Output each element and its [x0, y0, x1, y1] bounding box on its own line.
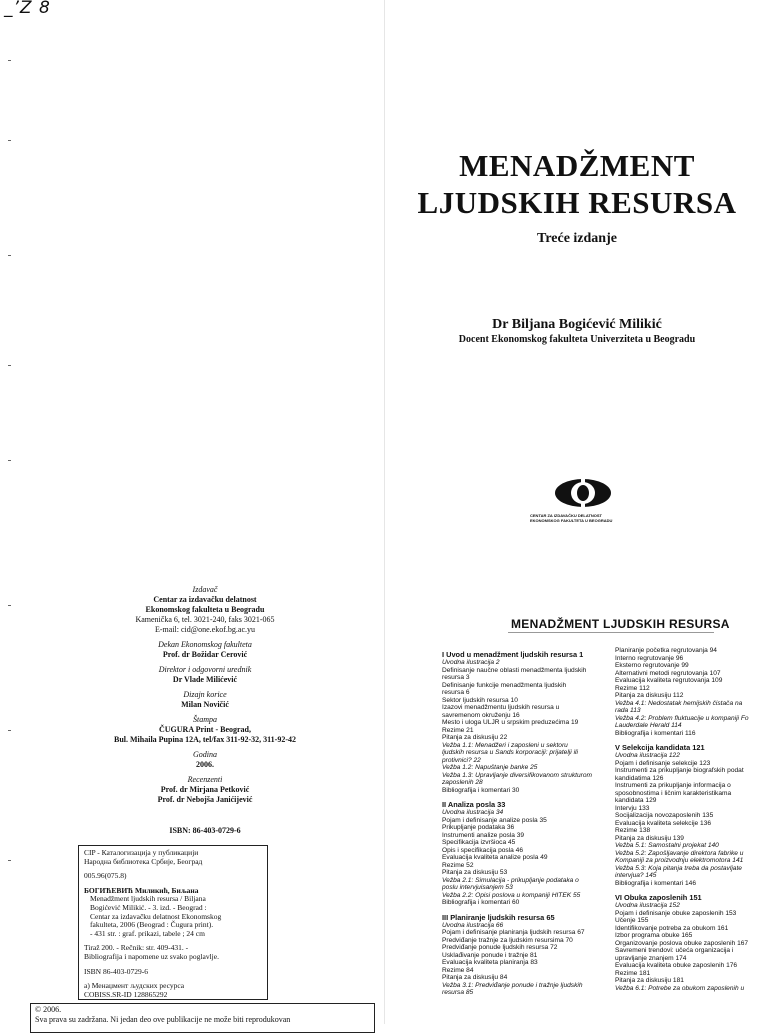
toc-entry: Pitanja za diskusiju 139 [615, 834, 684, 842]
author-name: Dr Biljana Bogićević Milikić [492, 317, 662, 332]
imprint-value: Milan Novičić [181, 700, 229, 709]
publisher-logo [528, 478, 638, 523]
book-title-line-1: MENADŽMENT [459, 148, 695, 183]
cip-note-line: Bibliografija i napomene uz svako poglavlje. [84, 951, 219, 961]
toc-entry: Vežba 6.1: Potrebe za obukom zaposlenih u [615, 984, 745, 992]
logo-caption-line-2: EKONOMSKOG FAKULTETA U BEOGRADU [530, 518, 613, 523]
imprint-label: Dizajn korice [183, 690, 227, 699]
toc-chapter: II Analiza posla 33 [442, 800, 506, 809]
toc-entry: Instrumenti analize posla 39 [442, 831, 525, 839]
toc-entry: Vežba 2.2: Opisi poslova u kompaniji HITEK 55 [442, 891, 581, 899]
imprint-value: ČUGURA Print - Beograd, [159, 725, 251, 734]
toc-entry: Evaluacija kvaliteta planiranja 83 [442, 959, 538, 966]
cip-cobiss: COBISS.SR-ID 128865292 [84, 989, 168, 999]
cip-notes [84, 944, 262, 961]
imprint-label: Direktor i odgovorni urednik [158, 665, 252, 674]
toc-entry: savremenom okruženju 16 [442, 711, 520, 719]
toc-entry: Učenje 155 [615, 917, 649, 924]
toc-entry: Izbor programa obuke 165 [615, 932, 693, 939]
toc-entry: Vežba 4.2: Problem fluktuacije u kompaniji Fo [615, 714, 749, 722]
isbn-line: ISBN: 86-403-0729-6 [169, 826, 241, 835]
cip-isbn: ISBN 86-403-0729-6 [84, 966, 148, 976]
toc-entry: resursa 3 [442, 674, 470, 681]
toc-entry: poslu intervjuisanjem 53 [442, 884, 513, 891]
toc-entry: Pojam i definisanje selekcije 123 [615, 759, 711, 767]
imprint-label: Dekan Ekonomskog fakulteta [158, 640, 252, 649]
toc-entry: Vežba 1.3: Upravljanje diversifikovanom strukturom [442, 771, 593, 779]
toc-entry: Savremeni trendovi: učeća organizacija i [615, 947, 734, 954]
toc-entry: Usklađivanje ponude i tražnje 81 [442, 951, 538, 959]
toc-entry: Vežba 2.1: Simulacija - prikupljanje podataka o [442, 876, 579, 884]
imprint-label: Štampa [193, 715, 217, 724]
toc-entry: Specifikacija izvršioca 45 [442, 839, 516, 846]
toc-entry: Vežba 1.1: Menadžeri i zaposleni u sektoru [442, 741, 568, 749]
toc-entry: kandidata 129 [615, 797, 657, 804]
imprint-value: Centar za izdavačku delatnost [153, 595, 257, 604]
toc-entry: Pojam i definisanje planiranja ljudskih resursa 67 [442, 929, 585, 936]
toc-chapter: I Uvod u menadžment ljudskih resursa 1 [442, 650, 584, 659]
toc-entry: Lauderdale Herald 114 [615, 722, 682, 729]
logo-caption-line-1: CENTAR ZA IZDAVAČKU DELATNOST [530, 513, 602, 518]
toc-entry: Identifikovanje potreba za obukom 161 [615, 924, 729, 932]
toc-entry: Intervju 133 [615, 804, 650, 812]
toc-entry: Planiranje početka regrutovanja 94 [615, 647, 717, 654]
toc-entry: Bibliografija i komentari 30 [442, 786, 520, 794]
toc-heading-rule [508, 632, 714, 633]
toc-entry: Vežba 5.1: Samostalni projekat 140 [615, 842, 719, 849]
cip-title-lines [84, 895, 262, 938]
toc-entry: Vežba 1.2: Napuštanje banke 25 [442, 764, 538, 771]
toc-entry: Pitanja za diskusiju 181 [615, 977, 684, 984]
toc-entry: Vežba 3.1: Predviđanje ponude i tražnje ljudskih [442, 981, 583, 989]
toc-entry: Socijalizacija novozaposlenih 135 [615, 812, 714, 819]
toc-entry: Rezime 112 [615, 684, 650, 692]
toc-entry: Evaluacija kvaliteta selekcije 136 [615, 819, 712, 827]
toc-entry: Opis i specifikacija posla 46 [442, 846, 523, 854]
toc-gap [615, 887, 765, 890]
cip-note-line: Tiraž 200. - Rečnik: str. 409-431. - [84, 943, 189, 953]
toc-entry: Predviđanje ponude ljudskih resursa 72 [442, 944, 558, 951]
toc-entry: Mesto i uloga ULJR u srpskim preduzećima 19 [442, 719, 579, 726]
page-spine [384, 0, 385, 1024]
toc-entry: resursa 6 [442, 689, 470, 696]
handwritten-corner-mark: _’Z 8 [4, 0, 51, 18]
toc-chapter: III Planiranje ljudskih resursa 65 [442, 912, 555, 922]
cip-line-1: CIP - Каталогизација у публикацији [84, 848, 199, 857]
toc-entry: Rezime 84 [442, 966, 474, 974]
toc-entry: Instrumenti za prikupljanje informacija o [615, 782, 731, 789]
toc-entry: Pojam i definisanje obuke zaposlenih 153 [615, 909, 737, 917]
toc-entry: Organizovanje poslova obuke zaposlenih 167 [615, 939, 749, 947]
toc-entry: Eksterno regrutovanje 99 [615, 662, 689, 669]
toc-entry: Vežba 4.1: Nedostatak hemijskih čistača na [615, 699, 743, 707]
imprint-value: Prof. dr Nebojša Janićijević [157, 795, 253, 804]
imprint-label: Recenzenti [187, 775, 223, 784]
toc-entry: ljudskih resursa u Sands korporaciji: prijatelji ili [442, 749, 578, 756]
toc-entry: upravljanje znanjem 174 [615, 954, 687, 962]
left-edge-marks [8, 40, 12, 1020]
imprint-label: Izdavač [192, 585, 218, 594]
toc-entry: Interno regrutovanje 96 [615, 654, 684, 662]
toc-entry: intervjua? 145 [615, 872, 657, 879]
toc-left-column [442, 647, 614, 997]
toc-entry: Uvodna ilustracija 152 [615, 902, 680, 909]
toc-gap [442, 907, 614, 910]
toc-entry: Evaluacija kvaliteta obuke zaposlenih 176 [615, 962, 738, 969]
toc-chapter: VI Obuka zaposlenih 151 [615, 893, 702, 902]
toc-gap [615, 737, 765, 740]
toc-entry: Uvodna ilustracija 34 [442, 809, 504, 816]
imprint-block [30, 580, 380, 805]
toc-entry: Pitanja za diskusiju 84 [442, 974, 508, 981]
toc-entry: Uvodna ilustracija 122 [615, 752, 680, 759]
cip-subject: a) Менаџмент људских ресурса [84, 981, 185, 991]
imprint-value: Ekonomskog fakulteta u Beogradu [145, 605, 265, 614]
imprint-detail: E-mail: cid@one.ekof.bg.ac.yu [155, 625, 255, 634]
copyright-notice: Sva prava su zadržana. Ni jedan deo ove publikacije ne može biti reprodukovan [35, 1015, 291, 1024]
toc-entry: rada 113 [615, 707, 641, 714]
toc-entry: Rezime 138 [615, 827, 651, 834]
toc-heading: MENADŽMENT LJUDSKIH RESURSA [511, 617, 730, 631]
toc-entry: Evaluacija kvaliteta analize posla 49 [442, 854, 548, 861]
imprint-label: Godina [193, 750, 217, 759]
cip-author: БОГИЋЕВИЋ Миликић, Биљана [84, 885, 199, 895]
toc-entry: protivnici? 22 [442, 756, 481, 764]
cip-title-line: fakulteta, 2006 (Beograd : Čugura print). [90, 920, 214, 930]
toc-entry: Definisanje naučne oblasti menadžmenta ljudskih [442, 666, 587, 674]
toc-entry: sposobnostima i ličnim karakteristikama [615, 789, 732, 797]
toc-right-column [615, 647, 765, 992]
toc-entry: Bibliografija i komentari 146 [615, 879, 696, 887]
toc-entry: Pitanja za diskusiju 53 [442, 869, 508, 876]
toc-entry: Pitanja za diskusiju 22 [442, 734, 508, 741]
cip-title-line: Menadžment ljudskih resursa / Biljana [90, 894, 206, 904]
publisher-logo-icon [553, 478, 613, 508]
toc-entry: Vežba 5.2: Zapošljavanje direktora fabrike u [615, 849, 744, 857]
imprint-value: Prof. dr Mirjana Petković [160, 785, 250, 794]
cip-title-line: Centar za izdavačku delatnost Ekonomskog [90, 911, 222, 921]
book-title-line-2: LJUDSKIH RESURSA [417, 185, 737, 220]
toc-chapter: V Selekcija kandidata 121 [615, 743, 705, 752]
toc-entry: resursa 85 [442, 989, 474, 996]
imprint-detail: Kamenička 6, tel. 3021-240, faks 3021-065 [135, 615, 275, 624]
toc-entry: Prikupljanje podataka 36 [442, 824, 515, 831]
toc-entry: Sektor ljudskih resursa 10 [442, 696, 518, 704]
toc-entry: kandidatima 126 [615, 774, 664, 782]
toc-entry: Alternativni metodi regrutovanja 107 [615, 669, 721, 677]
toc-entry: Izazovi menadžmentu ljudskih resursa u [442, 704, 560, 711]
toc-entry: Evaluacija kvaliteta regrutovanja 109 [615, 677, 723, 684]
toc-entry: Rezime 181 [615, 969, 651, 977]
toc-entry: Uvodna ilustracija 66 [442, 921, 504, 929]
cip-title-line: Bogićević Milikić. - 3. izd. - Beograd : [90, 902, 207, 912]
toc-entry: Kompaniji za proizvodnju elektromotora 141 [615, 857, 744, 864]
cip-record [78, 845, 268, 1000]
toc-entry: Uvodna ilustracija 2 [442, 659, 500, 666]
toc-entry: Bibliografija i komentari 60 [442, 899, 520, 906]
toc-entry: Bibliografija i komentari 116 [615, 729, 696, 737]
toc-gap [442, 794, 614, 797]
toc-entry: Predviđanje tražnje za ljudskim resursima 70 [442, 936, 573, 944]
toc-entry: Pitanja za diskusiju 112 [615, 692, 684, 699]
cip-line-2: Народна библиотека Србије, Београд [84, 856, 203, 866]
edition-label: Treće izdanje [537, 231, 617, 246]
toc-entry: Pojam i definisanje analize posla 35 [442, 816, 547, 824]
cip-title-line: - 431 str. : graf. prikazi, tabele ; 24 cm [90, 928, 205, 938]
copyright-year: © 2006. [35, 1005, 62, 1014]
imprint-value: 2006. [196, 760, 214, 769]
imprint-value: Prof. dr Božidar Cerović [162, 650, 248, 659]
copyright-box [30, 1003, 375, 1033]
toc-entry: Vežba 5.3: Koja pitanja treba da postavljate [615, 864, 742, 872]
toc-entry: Instrumenti za prikupljanje biografskih podat [615, 767, 744, 774]
cip-udc: 005.96(075.8) [84, 871, 127, 881]
author-position: Docent Ekonomskog fakulteta Univerziteta u Beogradu [458, 334, 696, 345]
toc-entry: Rezime 52 [442, 861, 474, 869]
imprint-value: Dr Vlade Milićević [172, 675, 238, 684]
toc-entry: Rezime 21 [442, 726, 474, 734]
imprint-value: Bul. Mihaila Pupina 12A, tel/fax 311-92-32, 311-92-42 [113, 735, 296, 744]
toc-entry: zaposlenih 28 [442, 779, 483, 786]
toc-entry: Definisanje funkcije menadžmenta ljudskih [442, 681, 567, 689]
